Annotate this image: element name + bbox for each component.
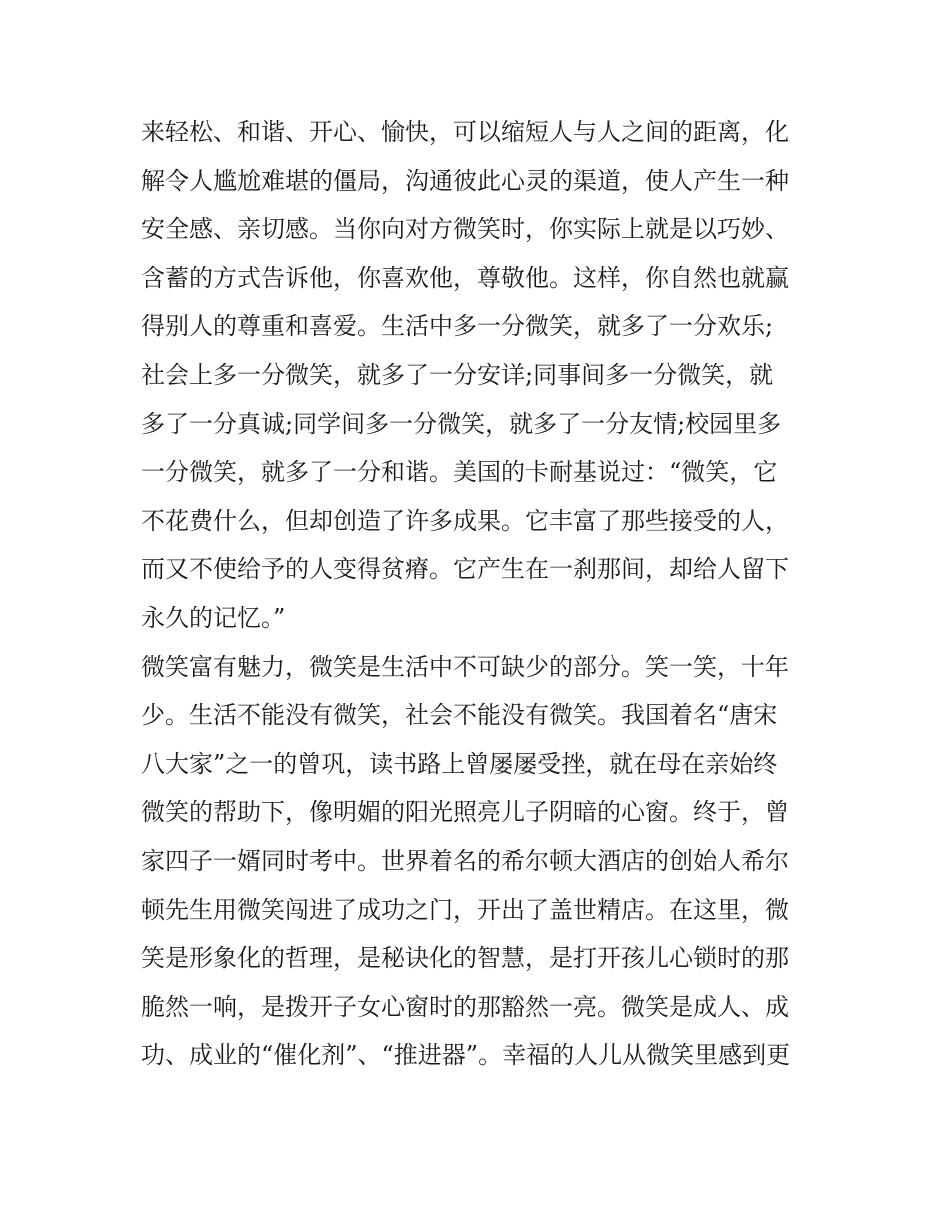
text-line: 八大家”之一的曾巩，读书路上曾屡屡受挫，就在母在亲始终 [141, 749, 778, 778]
text-line: 社会上多一分微笑，就多了一分安详;同事间多一分微笑，就 [141, 360, 774, 389]
text-line: 含蓄的方式告诉他，你喜欢他，尊敬他。这样，你自然也就赢 [141, 263, 789, 292]
text-line: 微笑富有魅力，微笑是生活中不可缺少的部分。笑一笑，十年 [141, 652, 789, 681]
body-text [141, 108, 821, 1080]
text-line: 顿先生用微笑闯进了成功之门，开出了盖世精店。在这里，微 [141, 895, 789, 924]
text-line: 少。生活不能没有微笑，社会不能没有微笑。我国着名“唐宋 [141, 701, 778, 730]
text-line: 不花费什么，但却创造了许多成果。它丰富了那些接受的人， [141, 506, 789, 535]
text-line: 来轻松、和谐、开心、愉快，可以缩短人与人之间的距离，化 [141, 118, 789, 146]
text-line: 脆然一响，是拨开子女心窗时的那豁然一亮。微笑是成人、成 [141, 992, 789, 1021]
text-line: 安全感、亲切感。当你向对方微笑时，你实际上就是以巧妙、 [141, 215, 789, 244]
text-line: 永久的记忆。” [141, 603, 286, 632]
text-line: 家四子一婿同时考中。世界着名的希尔顿大酒店的创始人希尔 [141, 846, 789, 875]
text-line: 一分微笑，就多了一分和谐。美国的卡耐基说过：“微笑，它 [141, 458, 778, 487]
text-line: 功、成业的“催化剂”、“推进器”。幸福的人儿从微笑里感到更 [141, 1041, 791, 1070]
text-line: 微笑的帮助下，像明媚的阳光照亮儿子阴暗的心窗。终于，曾 [141, 798, 789, 827]
text-line: 得别人的尊重和喜爱。生活中多一分微笑，就多了一分欢乐; [141, 312, 774, 341]
text-line: 解令人尴尬难堪的僵局，沟通彼此心灵的渠道，使人产生一种 [141, 166, 789, 195]
text-line: 多了一分真诚;同学间多一分微笑，就多了一分友情;校园里多 [141, 409, 782, 438]
text-line: 笑是形象化的哲理，是秘诀化的智慧，是打开孩儿心锁时的那 [141, 944, 789, 973]
text-line: 而又不使给予的人变得贫瘠。它产生在一刹那间，却给人留下 [141, 555, 789, 584]
